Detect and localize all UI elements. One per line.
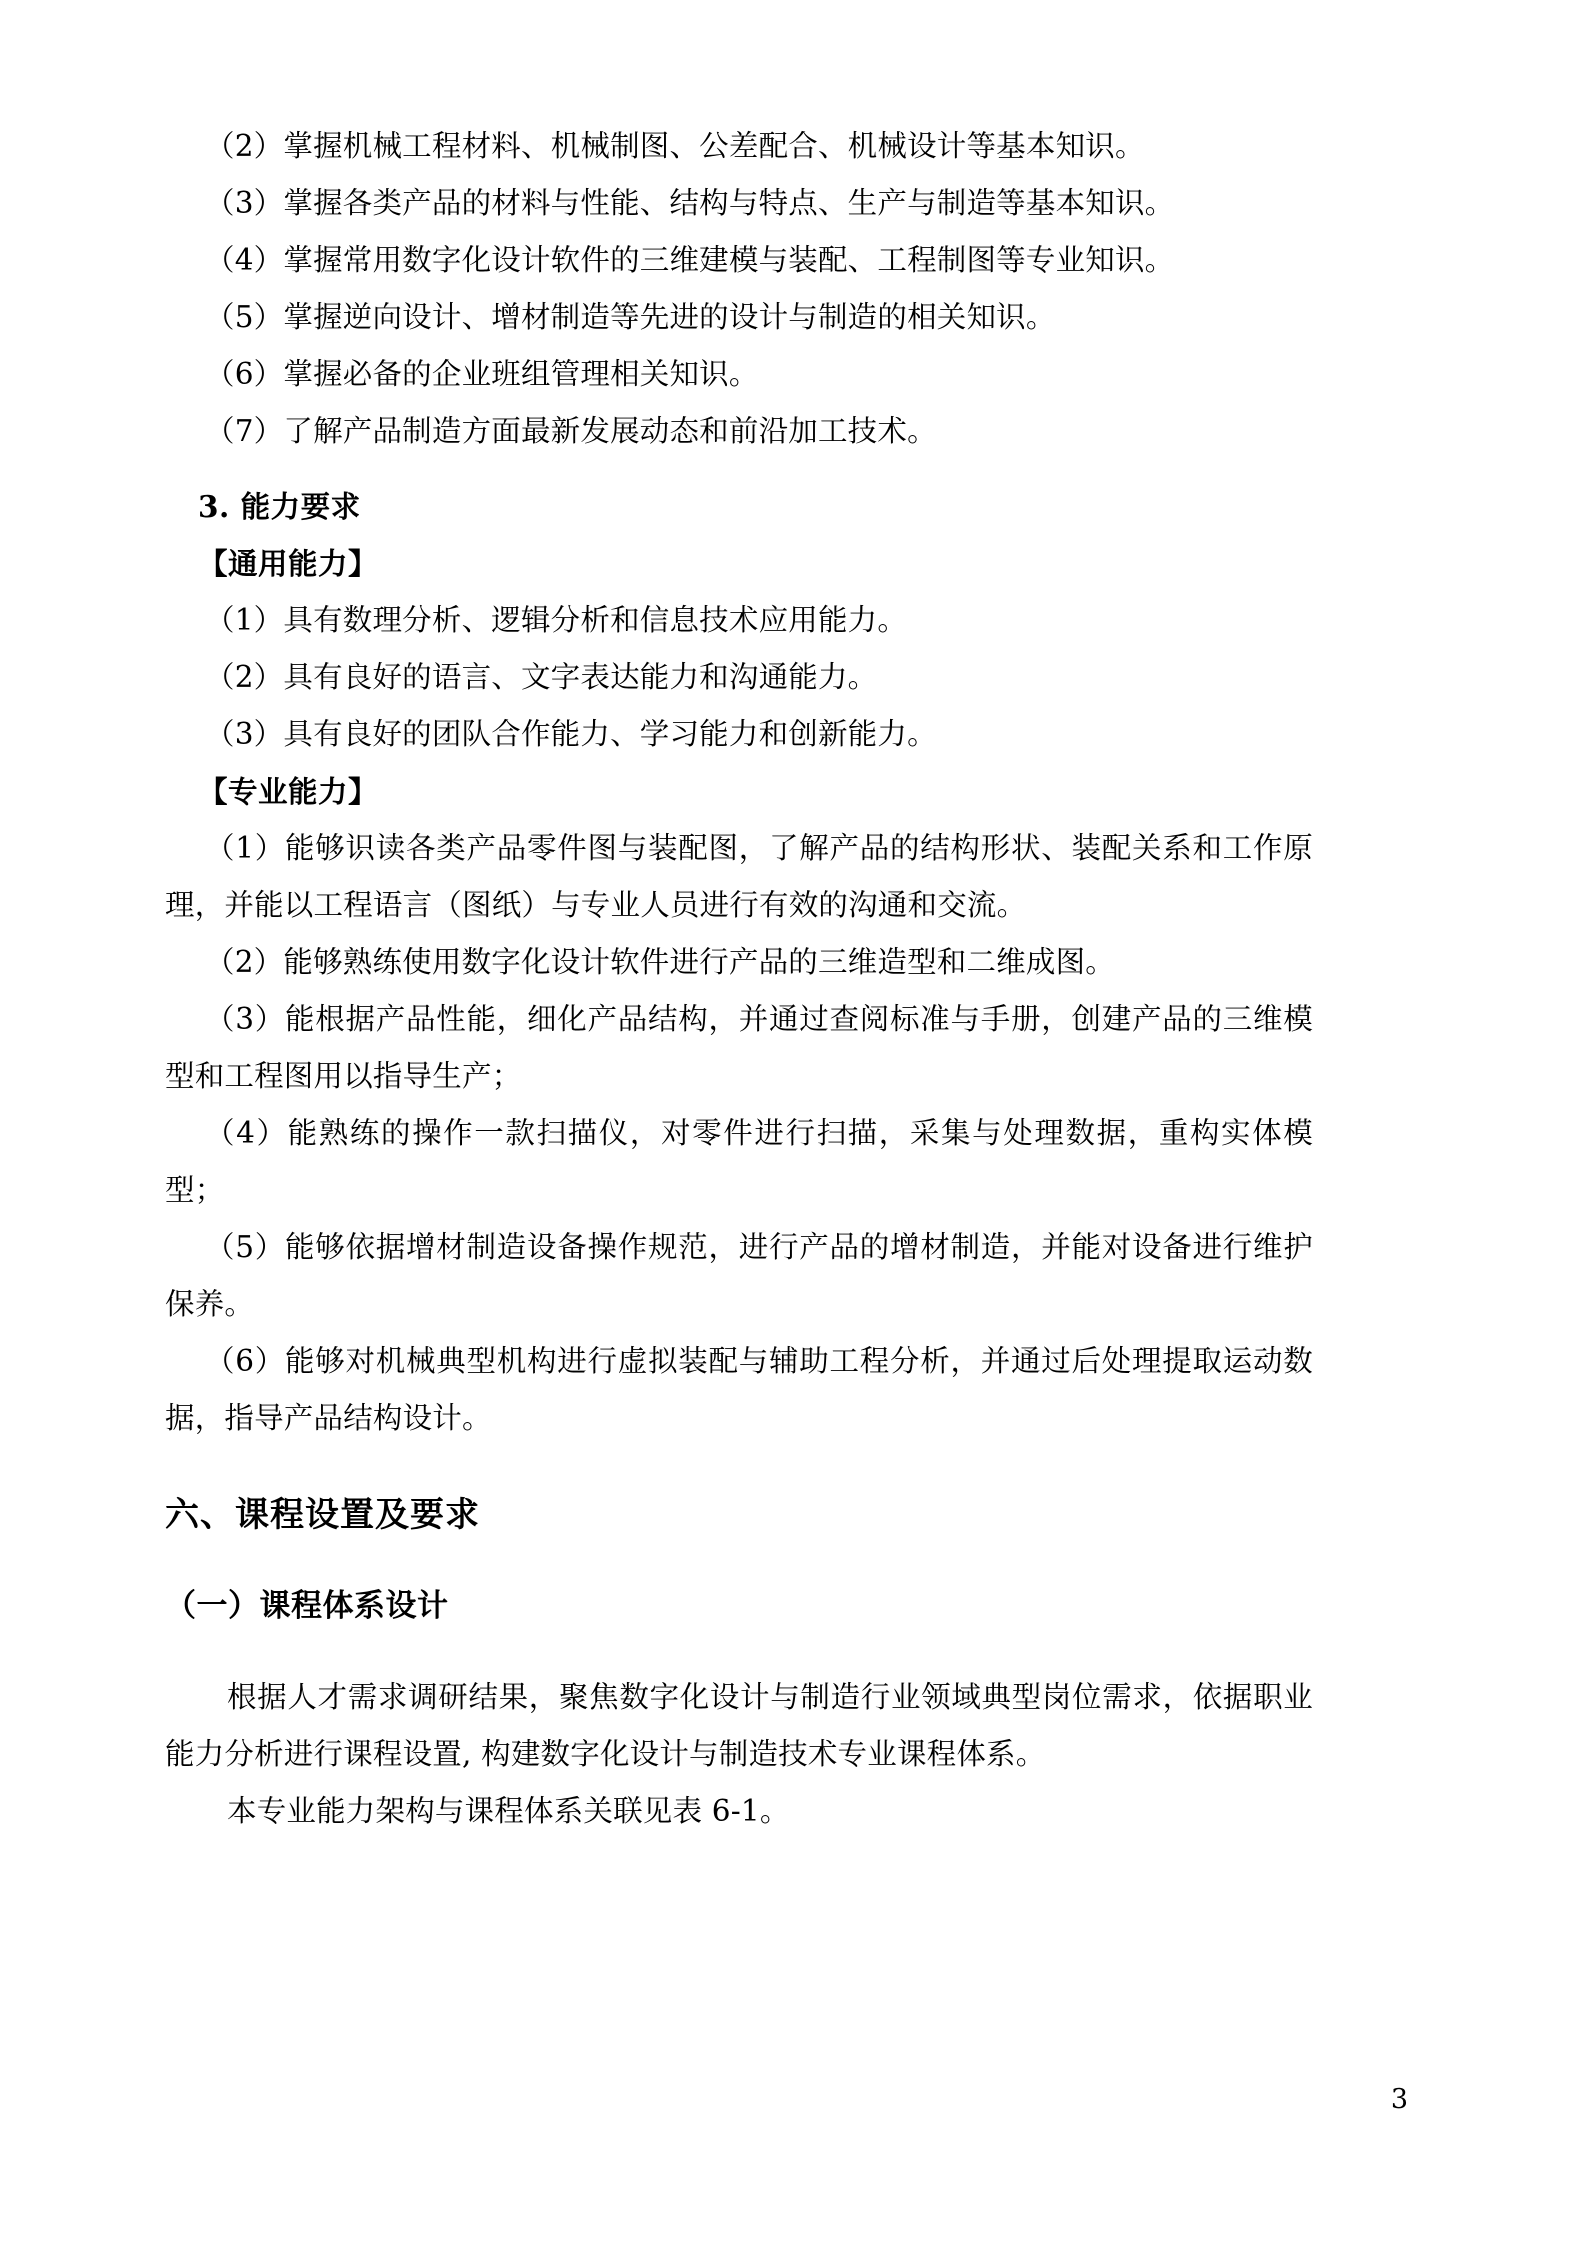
paragraph: 本专业能力架构与课程体系关联见表 6-1。 [227,1794,790,1828]
spacer [165,1544,1313,1578]
list-item: （4）掌握常用数字化设计软件的三维建模与装配、工程制图等专业知识。 [205,243,1175,277]
professional-ability-heading: 【专业能力】 [198,774,379,809]
spacer [165,1447,1313,1487]
list-item: （2）具有良好的语言、文字表达能力和沟通能力。 [205,660,878,694]
section-heading-six: 六、课程设置及要求 [165,1495,480,1535]
paragraph: 根据人才需求调研结果，聚焦数字化设计与制造行业领域典型岗位需求，依据职业能力分析进行课程设置, 构建数字化设计与制造技术专业课程体系。 [165,1680,1313,1771]
list-item: （5）能够依据增材制造设备操作规范，进行产品的增材制造，并能对设备进行维护保养。 [165,1230,1313,1321]
section-six-paragraphs [165,1669,1313,1840]
list-item: （3）掌握各类产品的材料与性能、结构与特点、生产与制造等基本知识。 [205,186,1175,220]
list-item: （1）具有数理分析、逻辑分析和信息技术应用能力。 [205,603,908,637]
list-item: （6）掌握必备的企业班组管理相关知识。 [205,357,759,391]
spacer [165,1635,1313,1669]
ability-requirements-heading: 3. 能力要求 [198,489,361,524]
list-item: （3）能根据产品性能，细化产品结构，并通过查阅标准与手册，创建产品的三维模型和工程图用以指导生产； [165,1002,1313,1093]
general-ability-heading: 【通用能力】 [198,546,379,581]
subsection-heading-curriculum-design: （一）课程体系设计 [165,1588,449,1624]
document-body [165,118,1313,1840]
list-item: （2）能够熟练使用数字化设计软件进行产品的三维造型和二维成图。 [205,945,1115,979]
general-ability-list [165,592,1313,763]
knowledge-requirements-list [165,118,1313,460]
professional-ability-list [165,820,1313,1447]
list-item: （1）能够识读各类产品零件图与装配图，了解产品的结构形状、装配关系和工作原理，并能以工程语言（图纸）与专业人员进行有效的沟通和交流。 [165,831,1313,922]
page-number: 3 [1390,2084,1408,2115]
list-item: （7）了解产品制造方面最新发展动态和前沿加工技术。 [205,414,937,448]
list-item: （3）具有良好的团队合作能力、学习能力和创新能力。 [205,717,937,751]
list-item: （6）能够对机械典型机构进行虚拟装配与辅助工程分析，并通过后处理提取运动数据，指导产品结构设计。 [165,1344,1313,1435]
spacer [165,460,1313,478]
list-item: （4）能熟练的操作一款扫描仪，对零件进行扫描，采集与处理数据，重构实体模型； [165,1116,1313,1207]
list-item: （2）掌握机械工程材料、机械制图、公差配合、机械设计等基本知识。 [205,129,1145,163]
list-item: （5）掌握逆向设计、增材制造等先进的设计与制造的相关知识。 [205,300,1056,334]
